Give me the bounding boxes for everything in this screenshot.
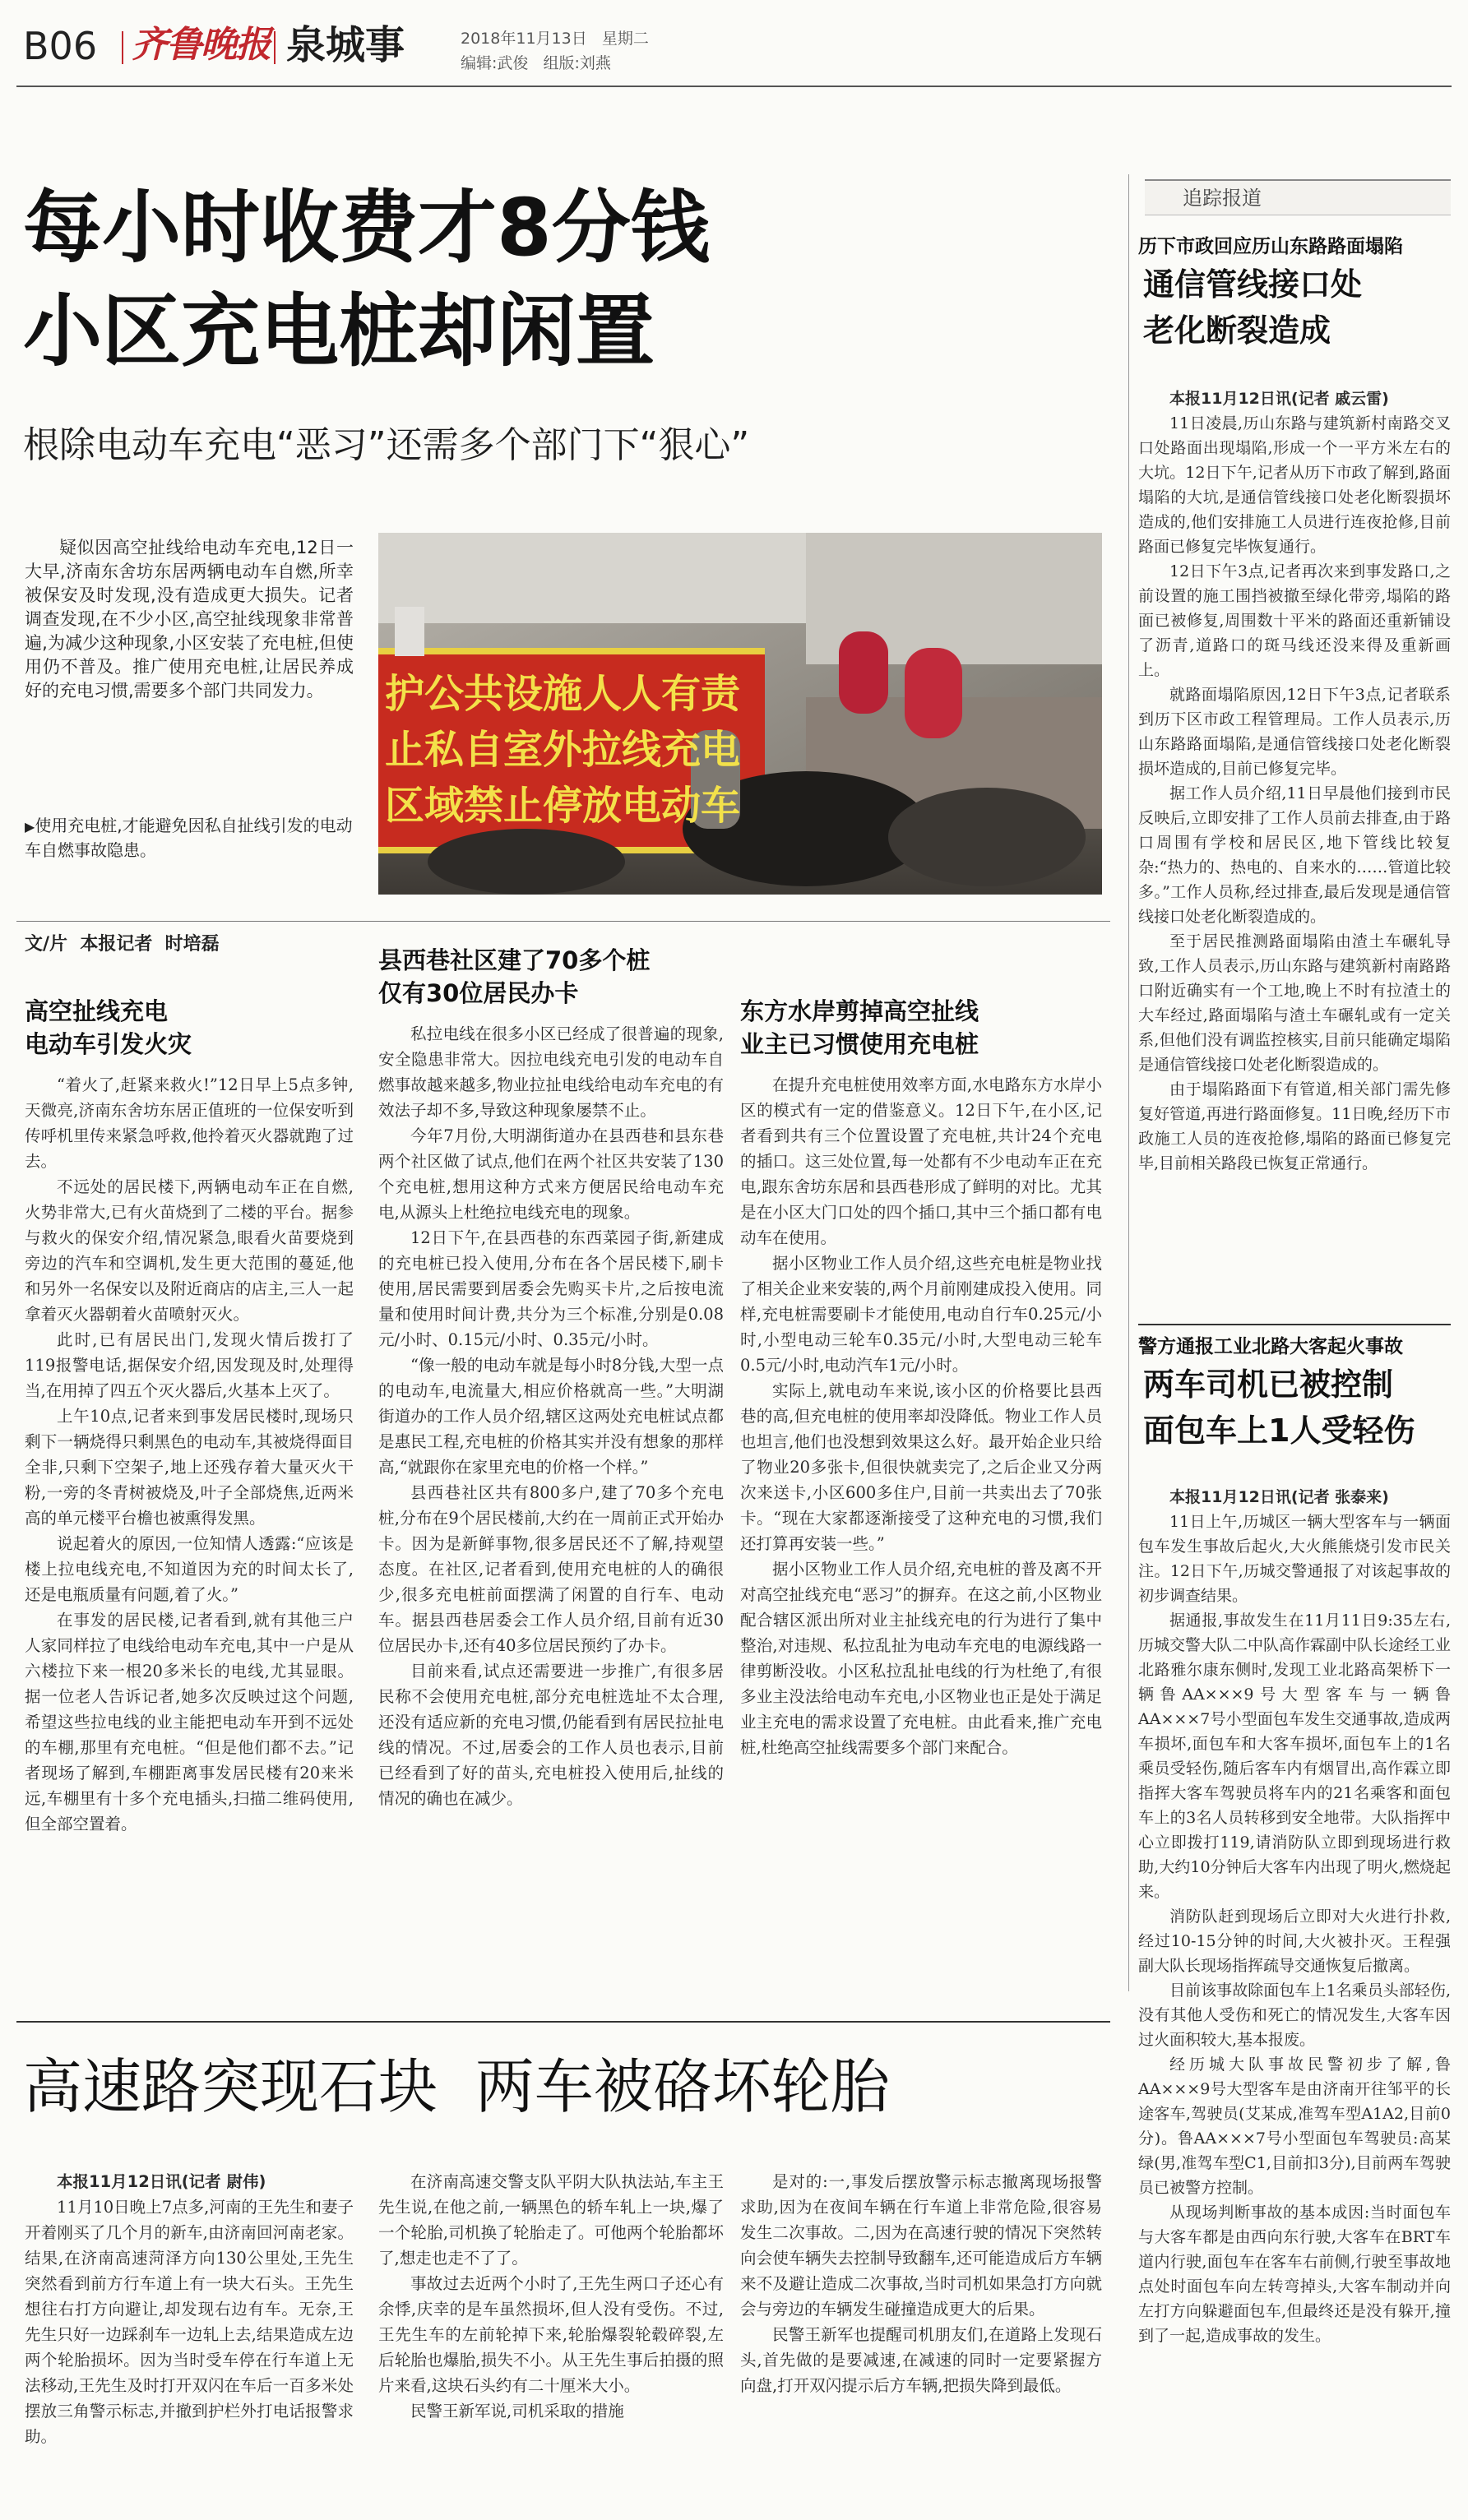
col3-paragraph: 在提升充电桩使用效率方面,水电路东方水岸小区的模式有一定的借鉴意义。12日下午,在小区,记者看到共有三个位置设置了充电桩,共计24个充电的插口。这三处位置,每一处都有不少电动车正在充电,跟东舍坊东居和县西巷形成了鲜明的对比。尤其是在小区大门口处的四个插口,其中三个插口都有电动车在使用。 bbox=[740, 1075, 1102, 1247]
col3-paragraph: 据小区物业工作人员介绍,这些充电桩是物业找了相关企业来安装的,两个月前刚建成投入使用。同样,充电桩需要刷卡才能使用,电动自行车0.25元/小时,小型电动三轮车0.35元/小时,大型电动三轮车0.5元/小时,电动汽车1元/小时。 bbox=[740, 1254, 1102, 1375]
bottom-col3-paragraph: 民警王新军也提醒司机朋友们,在道路上发现石头,首先做的是要减速,在减速的同时一定要紧握方向盘,打开双闪提示后方车辆,把损失降到最低。 bbox=[740, 2325, 1102, 2395]
sidebar-story2-dateline: 本报11月12日讯(记者 张泰来) bbox=[1169, 1488, 1389, 1506]
sidebar-story2-paragraph: 据通报,事故发生在11月11日9:35左右,历城交警大队二中队高作霖副中队长途经工业北路雅尔康东侧时,发现工业北路高架桥下一辆鲁AA×××9号大型客车与一辆鲁AA×××7号小型面包车发生交通事故,造成两车损坏,面包车和大客车损坏,面包车上的1名乘员受轻伤,随后客车内有烟冒出,高作霖立即指挥大客车驾驶员将车内的21名乘客和面包车上的3名人员转移到安全地带。大队指挥中心立即拨打119,请消防队立即到现场进行救助,大约10分钟后大客车内出现了明火,燃烧起来。 bbox=[1138, 1611, 1451, 1901]
bottom-column-1 bbox=[25, 2169, 354, 2506]
masthead-divider bbox=[122, 31, 123, 64]
section1-title bbox=[25, 995, 354, 1061]
col1-paragraph: 在事发的居民楼,记者看到,就有其他三户人家同样拉了电线给电动车充电,其中一户是从六楼拉下来一根20多米长的电线,尤其显眼。据一位老人告诉记者,她多次反映过这个问题,希望这些拉电线的业主能把电动车开到不远处的车棚,那里有充电桩。“但是他们都不去。”记者现场了解到,车棚距离事发居民楼有20来米远,车棚里有十多个充电插头,扫描二维码使用,但全部空置着。 bbox=[25, 1611, 354, 1833]
col1-paragraph: “着火了,赶紧来救火!”12日早上5点多钟,天微亮,济南东舍坊东居正值班的一位保安听到传呼机里传来紧急呼救,他拎着灭火器就跑了过去。 bbox=[25, 1075, 354, 1171]
sidebar-story2-paragraph: 消防队赶到现场后立即对大火进行扑救,经过10-15分钟的时间,大火被扑灭。王程强副大队长现场指挥疏导交通恢复后撤离。 bbox=[1138, 1907, 1451, 1975]
sidebar-story2-headline-line2: 面包车上1人受轻伤 bbox=[1143, 1413, 1415, 1449]
lead-text: 疑似因高空扯线给电动车充电,12日一大早,济南东舍坊东居两辆电动车自燃,所幸被保安及时发现,没有造成更大损失。记者调查发现,在不少小区,高空扯线现象非常普遍,为减少这种现象,小区安装了充电桩,但使用仍不普及。推广使用充电桩,让居民养成好的充电习惯,需要多个部门共同发力。 bbox=[25, 538, 354, 701]
bottom-headline: 高速路突现石块 两车被硌坏轮胎 bbox=[23, 2052, 890, 2121]
sidebar-story2-paragraph: 目前该事故除面包车上1名乘员头部轻伤,没有其他人受伤和死亡的情况发生,大客车因过火面积较大,基本报废。 bbox=[1138, 1981, 1451, 2049]
sidebar-story1-paragraph: 11日凌晨,历山东路与建筑新村南路交叉口处路面出现塌陷,形成一个一平方米左右的大坑。12日下午,记者从历下市政了解到,路面塌陷的大坑,是通信管线接口处老化断裂损坏造成的,他们安排施工人员进行连夜抢修,目前路面已修复完毕恢复通行。 bbox=[1138, 414, 1451, 556]
sidebar-story1-paragraph: 至于居民推测路面塌陷由渣土车碾轧导致,工作人员表示,历山东路与建筑新村南路路口附近确实有一个工地,晚上不时有拉渣土的大车经过,路面塌陷与渣土车碾轧或有一定关系,但他们没有调监控核实,目前只能确定塌陷是通信管线接口处老化断裂造成的。 bbox=[1138, 932, 1451, 1074]
col2-paragraph: “像一般的电动车就是每小时8分钱,大型一点的电动车,电流量大,相应价格就高一些。”大明湖街道办的工作人员介绍,辖区这两处充电桩试点都是惠民工程,充电桩的价格其实并没有想象的那样高,“就跟你在家里充电的价格一个样。” bbox=[378, 1356, 724, 1477]
section-title: 泉城事 bbox=[286, 22, 405, 68]
bottom-dateline: 本报11月12日讯(记者 尉伟) bbox=[57, 2172, 266, 2191]
credits bbox=[461, 51, 611, 73]
col2-paragraph: 私拉电线在很多小区已经成了很普遍的现象,安全隐患非常大。因拉电线充电引发的电动车自燃事故越来越多,物业拉扯电线给电动车充电的有效法子却不多,导致这种现象屡禁不止。 bbox=[378, 1024, 724, 1120]
sidebar-story1-paragraph: 由于塌陷路面下有管道,相关部门需先修复好管道,再进行路面修复。11日晚,经历下市政施工人员的连夜抢修,塌陷的路面已修复完毕,目前相关路段已恢复正常通行。 bbox=[1138, 1080, 1451, 1172]
sidebar-story2-header bbox=[1138, 1332, 1451, 1454]
masthead-divider bbox=[274, 31, 276, 64]
main-column-1 bbox=[25, 987, 354, 2006]
bottom-column-2 bbox=[378, 2169, 724, 2506]
photo-caption bbox=[25, 814, 354, 862]
section2-title-line1: 县西巷社区建了70多个桩 bbox=[378, 946, 651, 974]
col1-paragraph: 不远处的居民楼下,两辆电动车正在自燃,火势非常大,已有火苗烧到了二楼的平台。据参与救火的保安介绍,情况紧急,眼看火苗要烧到旁边的汽车和空调机,发生更大范围的蔓延,他和另外一名保安以及附近商店的店主,三人一起拿着灭火器朝着火苗喷射灭火。 bbox=[25, 1177, 354, 1324]
col3-paragraph: 据小区物业工作人员介绍,充电桩的普及离不开对高空扯线充电“恶习”的摒弃。在这之前,小区物业配合辖区派出所对业主扯线充电的行为进行了集中整治,对违规、私拉乱扯为电动车充电的电源线路一律剪断没收。小区私拉乱扯电线的行为杜绝了,有很多业主没法给电动车充电,小区物业也正是处于满足业主充电的需求设置了充电桩。由此看来,推广充电桩,杜绝高空扯线需要多个部门来配合。 bbox=[740, 1560, 1102, 1757]
section3-title bbox=[740, 995, 1102, 1061]
bottom-col2-paragraph: 在济南高速交警支队平阴大队执法站,车主王先生说,在他之前,一辆黑色的轿车轧上一块,爆了一个轮胎,司机换了轮胎走了。可他两个轮胎都坏了,想走也走不了了。 bbox=[378, 2172, 724, 2268]
sidebar-story2-paragraph: 经历城大队事故民警初步了解,鲁AA×××9号大型客车是由济南开往邹平的长途客车,驾驶员(艾某成,准驾车型A1A2,目前0分)。鲁AA×××7号小型面包车驾驶员:高某绿(男,准驾车型C1,目前扣3分),目前两车驾驶员已被警方控制。 bbox=[1138, 2055, 1451, 2197]
paper-name-logo: 齐鲁晚报 bbox=[132, 24, 270, 66]
section-rule bbox=[16, 921, 1110, 922]
sidebar-story1-headline-line2: 老化断裂造成 bbox=[1143, 312, 1331, 349]
sidebar-story-rule bbox=[1138, 1324, 1451, 1325]
sidebar-story2-body bbox=[1138, 1485, 1451, 2513]
bottom-col1-paragraph: 11月10日晚上7点多,河南的王先生和妻子开着刚买了几个月的新车,由济南回河南老家。结果,在济南高速菏泽方向130公里处,王先生突然看到前方行车道上有一块大石头。王先生想往右打方向避让,却发现右边有车。无奈,王先生只好一边踩刹车一边轧上去,结果造成左边两个轮胎损坏。因为当时受车停在行车道上无法移动,王先生及时打开双闪在车后一百多米处摆放三角警示标志,并撤到护栏外打电话报警求助。 bbox=[25, 2198, 354, 2446]
sidebar-kicker-box bbox=[1145, 179, 1451, 215]
main-column-3 bbox=[740, 987, 1102, 2006]
sidebar-story1-overline: 历下市政回应历山东路路面塌陷 bbox=[1138, 236, 1403, 257]
col2-paragraph: 12日下午,在县西巷的东西菜园子街,新建成的充电桩已投入使用,分布在各个居民楼下,刷卡使用,居民需要到居委会先购买卡片,之后按电流量和使用时间计费,共分为三个标准,分别是0.08元/小时、0.15元/小时、0.35元/小时。 bbox=[378, 1228, 724, 1349]
bottom-col2-paragraph: 民警王新军说,司机采取的措施 bbox=[410, 2402, 624, 2421]
main-column-2 bbox=[378, 937, 724, 2006]
bottom-col2-paragraph: 事故过去近两个小时了,王先生两口子还心有余悸,庆幸的是车虽然损坏,但人没有受伤。不过,王先生车的左前轮掉下来,轮胎爆裂轮毂碎裂,左后轮胎也爆胎,损失不小。从王先生事后拍摄的照片来看,这块石头约有二十厘米大小。 bbox=[378, 2274, 724, 2395]
sidebar-story1-header bbox=[1138, 232, 1451, 354]
section3-title-line1: 东方水岸剪掉高空扯线 bbox=[740, 997, 979, 1025]
sidebar-story2-paragraph: 从现场判断事故的基本成因:当时面包车与大客车都是由西向东行驶,大客车在BRT车道内行驶,面包车在客车右前侧,行驶至事故地点处时面包车向左转弯掉头,大客车制动并向左打方向躲避面包车,但最终还是没有躲开,撞到了一起,造成事故的发生。 bbox=[1138, 2203, 1451, 2345]
sidebar-story1-dateline: 本报11月12日讯(记者 戚云雷) bbox=[1169, 390, 1389, 408]
headline-line-2: 小区充电桩却闲置 bbox=[23, 285, 655, 377]
section1-title-line1: 高空扯线充电 bbox=[25, 997, 169, 1025]
sidebar-story1-paragraph: 据工作人员介绍,11日早晨他们接到市民反映后,立即安排了工作人员前去排查,由于路口周围有学校和居民区,地下管线比较复杂:“热力的、热电的、自来水的……管道比较多。”工作人员称,经过排查,最后发现是通信管线接口处老化断裂造成的。 bbox=[1138, 784, 1451, 926]
section2-title bbox=[378, 944, 724, 1010]
col2-paragraph: 县西巷社区共有800多户,建了70多个充电桩,分布在9个居民楼前,大约在一周前正式开始办卡。因为是新鲜事物,很多居民还不了解,持观望态度。在社区,记者看到,使用充电桩的人的确很少,很多充电桩前面摆满了闲置的自行车、电动车。据县西巷居委会工作人员介绍,目前有近30位居民办卡,还有40多位居民预约了办卡。 bbox=[378, 1483, 724, 1655]
col1-paragraph: 说起着火的原因,一位知情人透露:“应该是楼上拉电线充电,不知道因为充的时间太长了,还是电瓶质量有问题,着了火。” bbox=[25, 1534, 354, 1604]
caption-arrow-icon: ▶ bbox=[25, 819, 35, 835]
weekday-text: 星期二 bbox=[601, 30, 649, 48]
masthead-rule bbox=[16, 86, 1452, 87]
byline: 文/片 本报记者 时培磊 bbox=[25, 934, 220, 955]
date-text: 2018年11月13日 bbox=[461, 30, 587, 48]
main-headline bbox=[23, 174, 1117, 385]
col2-paragraph: 今年7月份,大明湖街道办在县西巷和县东巷两个社区做了试点,他们在两个社区共安装了130个充电桩,想用这种方式来方便居民给电动车充电,从源头上杜绝拉电线充电的现象。 bbox=[378, 1126, 724, 1222]
sidebar-story2-paragraph: 11日上午,历城区一辆大型客车与一辆面包车发生事故后起火,大火熊熊烧引发市民关注。12日下午,历城交警通报了对该起事故的初步调查结果。 bbox=[1138, 1513, 1451, 1605]
issue-date bbox=[461, 26, 649, 49]
sidebar-story2-headline-line1: 两车司机已被控制 bbox=[1143, 1366, 1394, 1403]
sidebar-divider bbox=[1128, 174, 1129, 1991]
caption-text: 使用充电桩,才能避免因私自扯线引发的电动车自燃事故隐患。 bbox=[25, 816, 353, 860]
col1-paragraph: 此时,已有居民出门,发现火情后拨打了119报警电话,据保安介绍,因发现及时,处理得当,在用掉了四五个灭火器后,火基本上灭了。 bbox=[25, 1330, 354, 1400]
sidebar-story1-headline-line1: 通信管线接口处 bbox=[1143, 266, 1363, 303]
lead-paragraph bbox=[25, 536, 354, 703]
headline-line-1: 每小时收费才8分钱 bbox=[23, 182, 710, 274]
col1-paragraph: 上午10点,记者来到事发居民楼时,现场只剩下一辆烧得只剩黑色的电动车,其被烧得面目全非,只剩下空架子,地上还残存着大量灭火干粉,一旁的冬青树被烧及,叶子全部烧焦,近两米高的单元楼平台檐也被熏得发黑。 bbox=[25, 1407, 354, 1528]
col2-paragraph: 目前来看,试点还需要进一步推广,有很多居民称不会使用充电桩,部分充电桩选址不太合理,还没有适应新的充电习惯,仍能看到有居民拉扯电线的情况。不过,居委会的工作人员也表示,目前已经看到了好的苗头,充电桩投入使用后,扯线的情况的确也在减少。 bbox=[378, 1662, 724, 1808]
sidebar-kicker: 追踪报道 bbox=[1183, 187, 1262, 210]
sidebar-story1-body bbox=[1138, 386, 1451, 1315]
bottom-col3-paragraph: 是对的:一,事发后摆放警示标志撤离现场报警求助,因为在夜间车辆在行车道上非常危险,很容易发生二次事故。二,因为在高速行驶的情况下突然转向会使车辆失去控制导致翻车,还可能造成后方车辆来不及避让造成二次事故,当时司机如果急打方向就会与旁边的车辆发生碰撞造成更大的后果。 bbox=[740, 2172, 1102, 2319]
editor-text: 编辑:武俊 bbox=[461, 54, 529, 72]
photo-banner-text: 护公共设施人人有责 止私自室外拉线充电 区域禁止停放电动车 bbox=[385, 671, 741, 829]
main-subhead: 根除电动车充电“恶习”还需多个部门下“狠心” bbox=[23, 424, 750, 466]
sidebar-story2-overline: 警方通报工业北路大客起火事故 bbox=[1138, 1336, 1403, 1357]
news-photo bbox=[378, 533, 1102, 895]
section3-title-line2: 业主已习惯使用充电桩 bbox=[740, 1030, 979, 1058]
page-number: B06 bbox=[23, 24, 98, 68]
col3-paragraph: 实际上,就电动车来说,该小区的价格要比县西巷的高,但充电桩的使用率却没降低。物业工作人员也坦言,他们也没想到效果这么好。最开始企业只给了物业20多张卡,但很快就卖完了,之后企业又分两次来送卡,小区600多住户,目前一共卖出去了70张卡。“现在大家都逐渐接受了这种充电的习惯,我们还打算再安装一些。” bbox=[740, 1381, 1102, 1553]
layout-text: 组版:刘燕 bbox=[543, 54, 611, 72]
bottom-story-rule bbox=[16, 2021, 1110, 2023]
section1-title-line2: 电动车引发火灾 bbox=[25, 1030, 192, 1058]
bottom-column-3 bbox=[740, 2169, 1102, 2506]
section2-title-line2: 仅有30位居民办卡 bbox=[378, 979, 579, 1007]
masthead bbox=[0, 0, 1468, 90]
sidebar-story1-paragraph: 12日下午3点,记者再次来到事发路口,之前设置的施工围挡被撤至绿化带旁,塌陷的路面已被修复,周围数十平米的路面还重新铺设了沥青,道路口的斑马线还没来得及重新画上。 bbox=[1138, 562, 1451, 679]
sidebar-story1-paragraph: 就路面塌陷原因,12日下午3点,记者联系到历下区市政工程管理局。工作人员表示,历山东路路面塌陷,是通信管线接口处老化断裂损坏造成的,目前已修复完毕。 bbox=[1138, 686, 1451, 778]
